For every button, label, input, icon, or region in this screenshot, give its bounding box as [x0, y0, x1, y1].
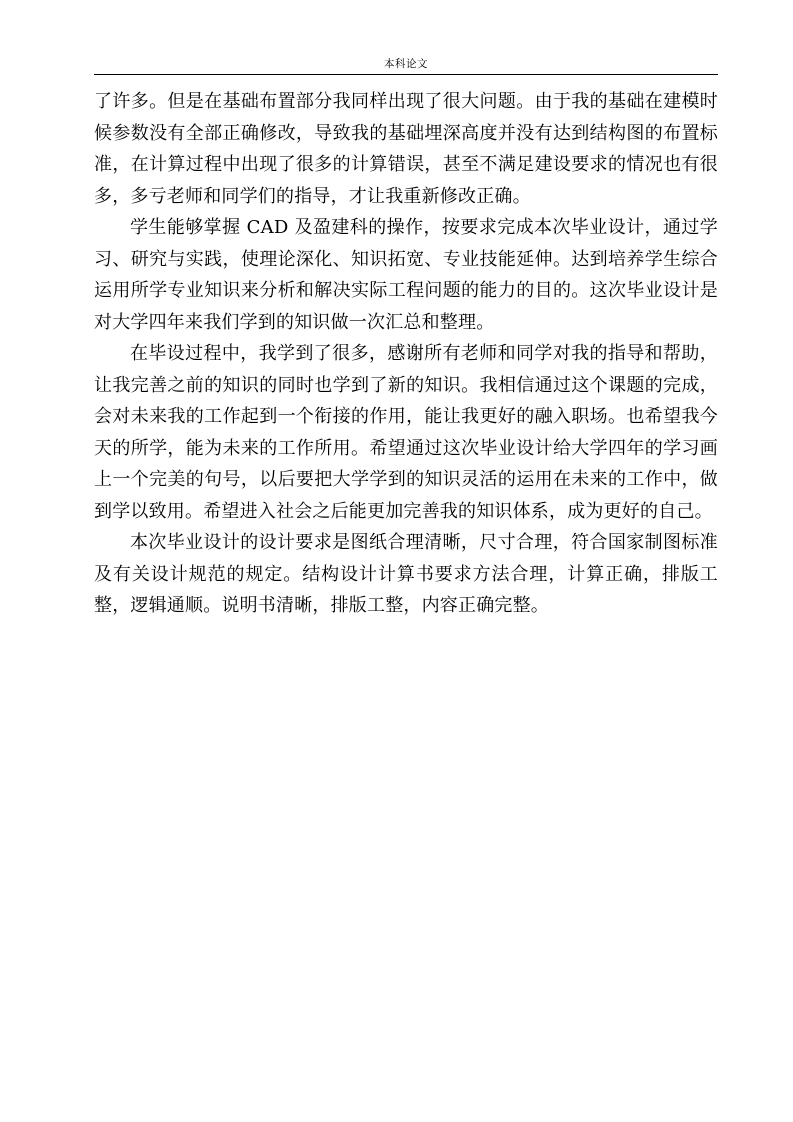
- paragraph-continuation: 了许多。但是在基础布置部分我同样出现了很大问题。由于我的基础在建模时候参数没有全部正确修改，导致我的基础埋深高度并没有达到结构图的布置标准，在计算过程中出现了很多的计算错误，甚至不满足建设要求的情况也有很多，多亏老师和同学们的指导，才让我重新修改正确。: [94, 91, 718, 207]
- paragraph-skills: 学生能够掌握 CAD 及盈建科的操作，按要求完成本次毕业设计，通过学习、研究与实践，使理论深化、知识拓宽、专业技能延伸。达到培养学生综合运用所学专业知识来分析和解决实际工程问题的能力的目的。这次毕业设计是对大学四年来我们学到的知识做一次汇总和整理。: [94, 217, 718, 333]
- document-body: [94, 86, 718, 622]
- paragraph-reflection: 在毕设过程中，我学到了很多，感谢所有老师和同学对我的指导和帮助，让我完善之前的知识的同时也学到了新的知识。我相信通过这个课题的完成，会对未来我的工作起到一个衔接的作用，能让我更好的融入职场。也希望我今天的所学，能为未来的工作所用。希望通过这次毕业设计给大学四年的学习画上一个完美的句号，以后要把大学学到的知识灵活的运用在未来的工作中，做到学以致用。希望进入社会之后能更加完善我的知识体系，成为更好的自己。: [94, 343, 718, 522]
- page-header: [94, 52, 718, 75]
- paragraph-requirements: 本次毕业设计的设计要求是图纸合理清晰，尺寸合理，符合国家制图标准及有关设计规范的规定。结构设计计算书要求方法合理，计算正确，排版工整，逻辑通顺。说明书清晰，排版工整，内容正确完整。: [94, 532, 718, 616]
- header-title: 本科论文: [384, 58, 428, 70]
